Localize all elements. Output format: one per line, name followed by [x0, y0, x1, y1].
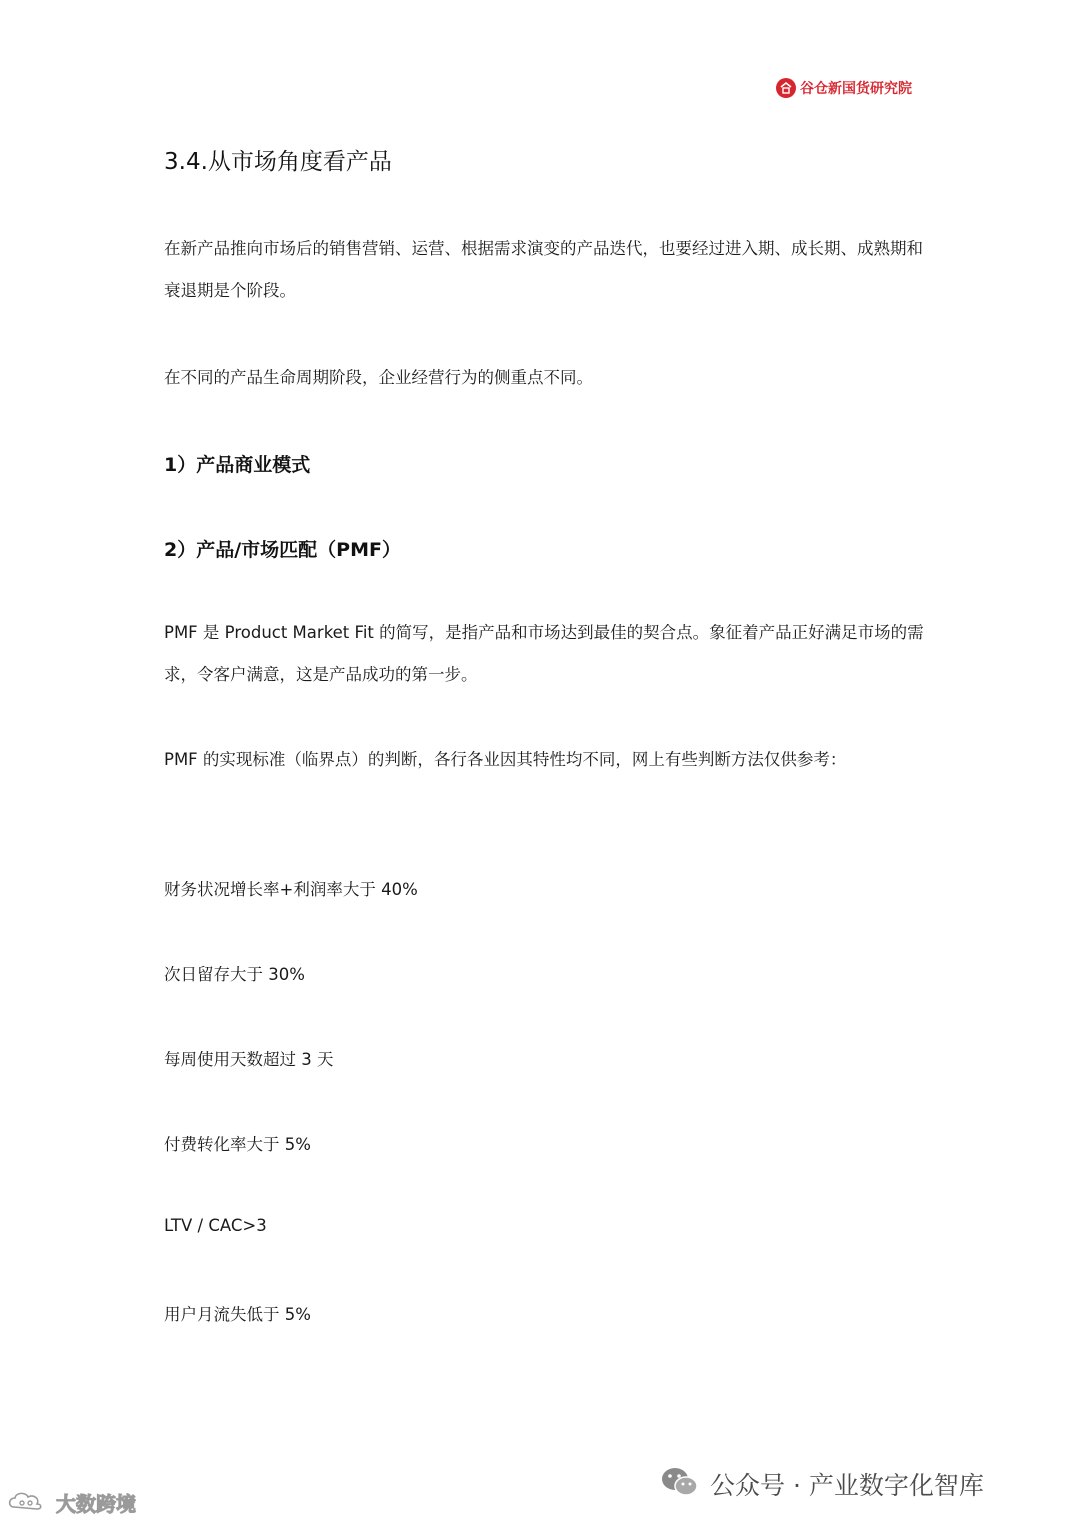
- paragraph-lifecycle: 在新产品推向市场后的销售营销、运营、根据需求演变的产品迭代，也要经过进入期、成长期、成熟期和衰退期是个阶段。: [164, 239, 923, 300]
- list-item: 用户月流失低于 5%: [164, 1305, 311, 1324]
- paragraph-focus: 在不同的产品生命周期阶段，企业经营行为的侧重点不同。: [164, 368, 593, 387]
- watermark-brand: [6, 1488, 136, 1517]
- list-item: 财务状况增长率+利润率大于 40%: [164, 880, 418, 899]
- logo-text: 谷仓新国货研究院: [800, 81, 912, 97]
- subheading-pmf: 2）产品/市场匹配（PMF）: [164, 539, 401, 561]
- list-item: LTV / CAC>3: [164, 1216, 267, 1235]
- paragraph-pmf-criteria: PMF 的实现标准（临界点）的判断，各行各业因其特性均不同，网上有些判断方法仅供参考：: [164, 750, 847, 769]
- header-logo: [776, 78, 912, 98]
- watermark-wechat-text: 公众号 · 产业数字化智库: [710, 1471, 984, 1500]
- section-title: 3.4.从市场角度看产品: [164, 149, 392, 175]
- wechat-icon: [660, 1465, 700, 1503]
- watermark-wechat: [660, 1465, 984, 1503]
- cloud-logo-icon: [6, 1489, 52, 1517]
- granary-logo-icon: [776, 78, 796, 98]
- list-item: 每周使用天数超过 3 天: [164, 1050, 334, 1069]
- list-item: 付费转化率大于 5%: [164, 1135, 311, 1154]
- list-item: 次日留存大于 30%: [164, 965, 305, 984]
- paragraph-pmf-definition: PMF 是 Product Market Fit 的简写，是指产品和市场达到最佳的契合点。象征着产品正好满足市场的需求，令客户满意，这是产品成功的第一步。: [164, 623, 924, 684]
- watermark-brand-text: 大数跨境: [56, 1492, 136, 1516]
- subheading-business-model: 1）产品商业模式: [164, 454, 311, 476]
